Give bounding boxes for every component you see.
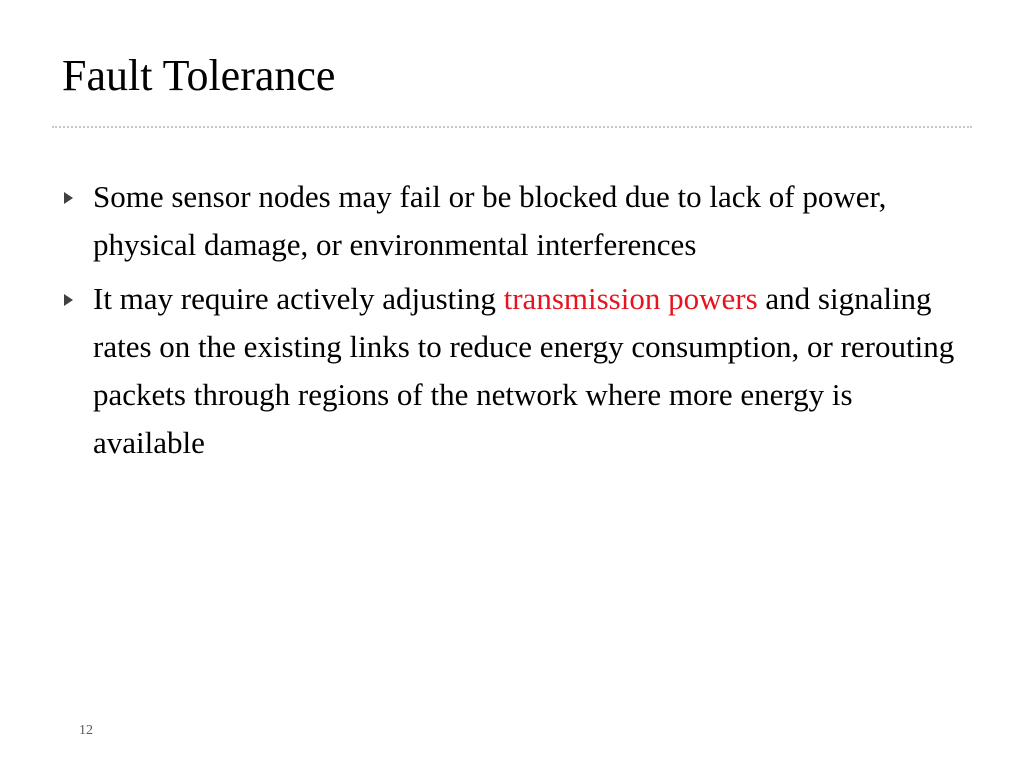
triangle-bullet-icon: [64, 294, 73, 306]
page-number: 12: [79, 723, 93, 738]
bullet-text-before: It may require actively adjusting: [93, 281, 504, 316]
triangle-bullet-icon: [64, 192, 73, 204]
bullet-list: [62, 173, 972, 473]
bullet-text-after: and signaling rates on the existing links to reduce energy consumption, or rerouting packets through regions of the network where more energy is available: [93, 281, 955, 460]
bullet-text: Some sensor nodes may fail or be blocked due to lack of power, physical damage, or environmental interferences: [93, 179, 887, 262]
slide-title: Fault Tolerance: [62, 51, 336, 100]
bullet-item: [62, 173, 972, 269]
bullet-item: [62, 275, 972, 467]
title-divider: [52, 126, 972, 128]
highlighted-term: transmission powers: [503, 281, 758, 316]
